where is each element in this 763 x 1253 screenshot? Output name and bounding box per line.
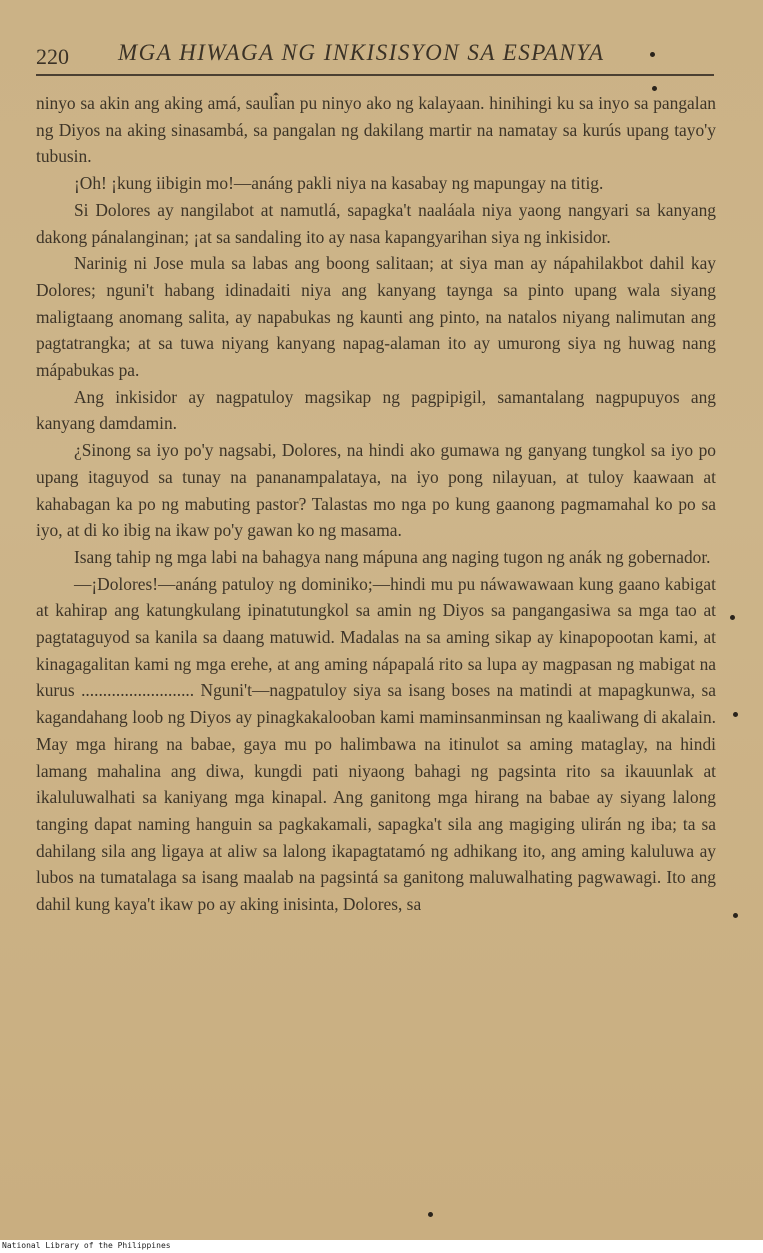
body-text (36, 90, 716, 918)
ink-speck (730, 615, 735, 620)
page-header (36, 40, 726, 70)
ink-speck (733, 913, 738, 918)
paragraph: Isang tahip ng mga labi na bahagya nang mápuna ang naging tugon ng anák ng gobernador. (74, 546, 711, 567)
paragraph: Si Dolores ay nangilabot at namutlá, sapagka't naaláala niya yaong nangyari sa kanyang dakong pánalanginan; ¡at sa sandaling ito ay nasa kapangyarihan siya ng inkisidor. (36, 199, 716, 247)
library-credit: National Library of the Philippines (2, 1241, 171, 1250)
ink-speck (733, 712, 738, 717)
paragraph: ¿Sinong sa iyo po'y nagsabi, Dolores, na hindi ako gumawa ng ganyang tungkol sa iyo po upang itaguyod sa tunay na pananampalataya, na iyo pong nilayuan, at tuloy kaawaan at kahabagan ka po ng mabuting pastor? Talastas mo nga po kung gaanong pagmamahal ko po sa iyo, at di ko ibig na ikaw po'y gawan ko ng masama. (36, 440, 716, 541)
paragraph: Narinig ni Jose mula sa labas ang boong salitaan; at siya man ay nápahilakbot dahil kay Dolores; nguni't habang idinadaiti niya ang kanyang taynga sa pinto upang wala siyang maligtaang anomang salita, ay napabukas ng kaunti ang pinto, na natalos niyang nalimutan ang pagtatrangka; at sa tuwa niyang kanyang napag-alaman ito ay umurong siya ng huwag nang mápabukas pa. (36, 253, 716, 381)
header-rule (36, 74, 714, 76)
paragraph: ¡Oh! ¡kung iibigin mo!—anáng pakli niya na kasabay ng mapungay na titig. (74, 173, 604, 194)
ink-speck (652, 86, 657, 91)
ink-speck (428, 1212, 433, 1217)
paragraph: —¡Dolores!—anáng patuloy ng dominiko;—hindi mu pu náwawawaan kung gaano kabigat at kahirap ang katungkulang ipinatutungkol sa amin ng Diyos sa pangangasiwa sa mga tao at pagtataguyod sa kanila sa daang matuwid. Madalas na sa aming sikap ay kinapopootan kami, at kinagagalitan kami ng mga erehe, at ang aming nápapalá rito sa lupa ay magpasan ng mabigat na kurus .......................... Nguni't—nagpatuloy siya sa isang boses na matindi at mapagkunwa, sa kagandahang loob ng Diyos ay pinagkakalooban kami maminsanminsan ng kaaliwang di akalain. May mga hirang na babae, gaya mu po halimbawa na itinulot sa aming mataglay, na hindi lamang mahalina ang diwa, kungdi pati niyaong bahagi ng pagsinta rito sa ikauunlak at ikaluluwalhati sa kaniyang mga kinapal. Ang ganitong mga hirang na babae ay siyang lalong tanging dapat naming hanguin sa pagkakamali, sapagka't sila ang magiging ulirán ng iba; ta sa dahilang sila ang ligaya at aliw sa lalong ikapagtatamó ng adhikang ito, ang aming kaluluwa ay lubos na tumatalaga sa isang maalab na pagsintá sa ganitong maluwalhating pagwawagi. Ito ang dahil kung kaya't ikaw po ay aking inisinta, Dolores, sa (36, 573, 716, 915)
paragraph: ninyo sa akin ang aking amá, sauli̇̂an pu ninyo ako ng kalayaan. hinihingi ku sa inyo sa pangalan ng Diyos na aking sinasambá, sa pangalan ng dakilang martir na namatay sa kurús upang tayo'y tubusin. (36, 93, 716, 167)
ink-speck (650, 52, 655, 57)
running-title: MGA HIWAGA NG INKISISYON SA ESPANYA (118, 40, 605, 65)
paragraph: Ang inkisidor ay nagpatuloy magsikap ng pagpipigil, samantalang nagpupuyos ang kanyang damdamin. (36, 386, 716, 434)
scan-footer (0, 1240, 763, 1253)
page-number: 220 (36, 44, 69, 69)
